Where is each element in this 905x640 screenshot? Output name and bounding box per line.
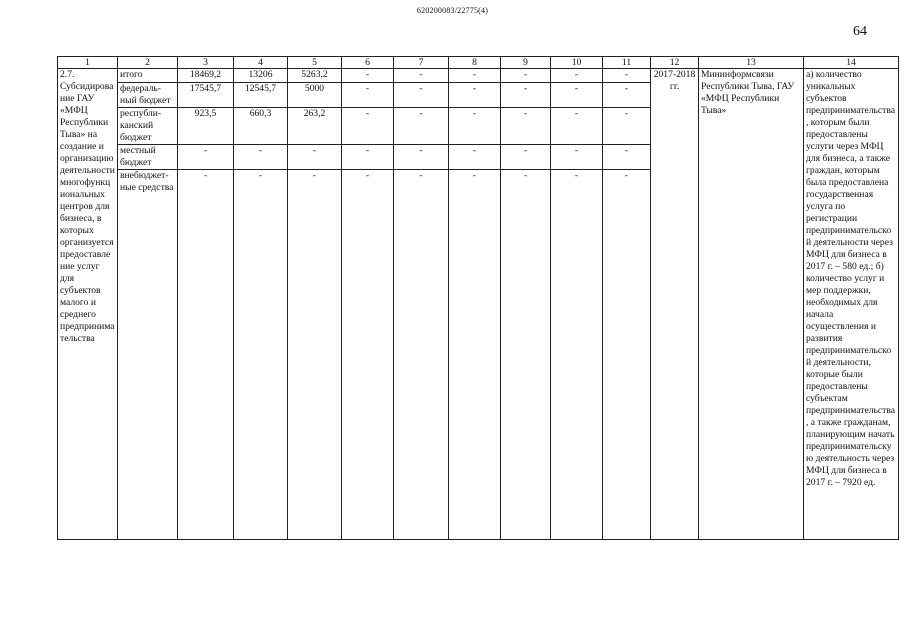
col-1-header: 1 xyxy=(58,57,118,69)
col-3-header: 3 xyxy=(178,57,234,69)
col-6-header: 6 xyxy=(342,57,394,69)
value-cell: - xyxy=(288,170,342,540)
value-cell: - xyxy=(449,170,501,540)
value-cell: - xyxy=(342,69,394,83)
value-cell: 12545,7 xyxy=(234,83,288,108)
document-id: 620200083/22775(4) xyxy=(416,6,489,15)
value-cell: 5263,2 xyxy=(288,69,342,83)
value-cell: - xyxy=(342,108,394,145)
value-cell: - xyxy=(449,69,501,83)
value-cell: - xyxy=(501,83,551,108)
value-cell: - xyxy=(449,83,501,108)
value-cell: - xyxy=(603,108,651,145)
value-cell: 263,2 xyxy=(288,108,342,145)
value-cell: - xyxy=(394,69,449,83)
col-7-header: 7 xyxy=(394,57,449,69)
value-cell: - xyxy=(342,145,394,170)
value-cell: - xyxy=(551,83,603,108)
value-cell: - xyxy=(551,108,603,145)
value-cell: - xyxy=(394,108,449,145)
value-cell: 660,3 xyxy=(234,108,288,145)
value-cell: 18469,2 xyxy=(178,69,234,83)
source-cell: федераль-ный бюджет xyxy=(118,83,178,108)
value-cell: 5000 xyxy=(288,83,342,108)
value-cell: 923,5 xyxy=(178,108,234,145)
value-cell: - xyxy=(551,69,603,83)
value-cell: - xyxy=(603,69,651,83)
col-2-header: 2 xyxy=(118,57,178,69)
value-cell: - xyxy=(501,69,551,83)
value-cell: - xyxy=(603,145,651,170)
col-8-header: 8 xyxy=(449,57,501,69)
result-cell: а) количество уникальных субъектов предпринимательства, которым были предоставлены услуги через МФЦ для бизнеса, а также граждан, которым была предоставлена государственная услуга по регистрации предпринимательской деятельности через МФЦ для бизнеса в 2017 г. – 580 ед.; б) количество услуг и мер поддержки, необходимых для начала осуществления и развития предпринимательской деятельности, которые были предоставлены субъектам предпринимательства, а также гражданам, планирующим начать предпринимательскую деятельность через МФЦ для бизнеса в 2017 г. – 7920 ед. xyxy=(804,69,899,540)
value-cell: - xyxy=(603,83,651,108)
col-11-header: 11 xyxy=(603,57,651,69)
value-cell: - xyxy=(342,170,394,540)
value-cell: - xyxy=(501,145,551,170)
col-10-header: 10 xyxy=(551,57,603,69)
program-table xyxy=(57,56,899,540)
measure-cell: 2.7. Субсидирование ГАУ «МФЦ Республики Тыва» на создание и организацию деятельности многофункциональных центров для бизнеса, в которых организуется предоставление услуг для субъектов малого и среднего предпринимательства xyxy=(58,69,118,540)
column-number-row xyxy=(58,57,899,69)
value-cell: - xyxy=(288,145,342,170)
value-cell: - xyxy=(449,108,501,145)
value-cell: - xyxy=(449,145,501,170)
value-cell: - xyxy=(603,170,651,540)
col-9-header: 9 xyxy=(501,57,551,69)
value-cell: - xyxy=(178,170,234,540)
value-cell: - xyxy=(394,83,449,108)
col-13-header: 13 xyxy=(699,57,804,69)
value-cell: - xyxy=(501,108,551,145)
col-12-header: 12 xyxy=(651,57,699,69)
value-cell: - xyxy=(551,145,603,170)
value-cell: - xyxy=(501,170,551,540)
source-cell: местный бюджет xyxy=(118,145,178,170)
page-number: 64 xyxy=(853,24,867,39)
period-cell: 2017-2018 гг. xyxy=(651,69,699,540)
table-row xyxy=(58,69,899,83)
source-cell: республи-канский бюджет xyxy=(118,108,178,145)
value-cell: - xyxy=(178,145,234,170)
source-cell: итого xyxy=(118,69,178,83)
value-cell: - xyxy=(234,170,288,540)
col-5-header: 5 xyxy=(288,57,342,69)
value-cell: - xyxy=(394,170,449,540)
value-cell: - xyxy=(342,83,394,108)
col-14-header: 14 xyxy=(804,57,899,69)
value-cell: 13206 xyxy=(234,69,288,83)
value-cell: 17545,7 xyxy=(178,83,234,108)
executors-cell: Мининформсвязи Республики Тыва, ГАУ «МФЦ Республики Тыва» xyxy=(699,69,804,540)
value-cell: - xyxy=(551,170,603,540)
source-cell: внебюджет-ные средства xyxy=(118,170,178,540)
value-cell: - xyxy=(394,145,449,170)
col-4-header: 4 xyxy=(234,57,288,69)
value-cell: - xyxy=(234,145,288,170)
